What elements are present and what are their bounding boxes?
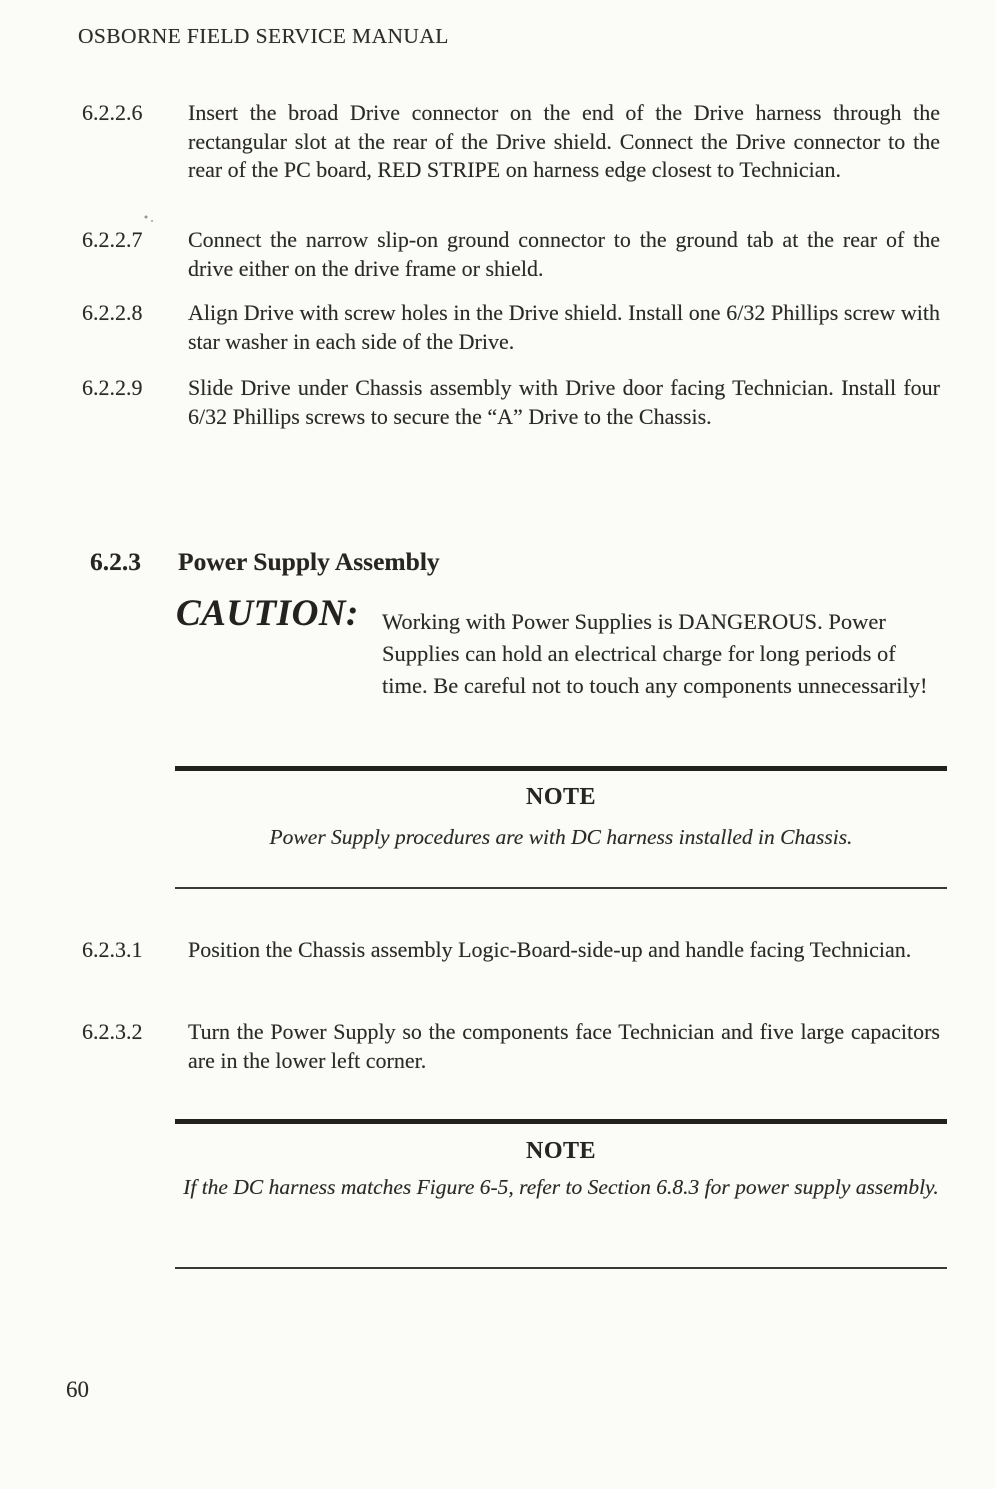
step-number: 6.2.3.1 (82, 937, 143, 962)
note1-label: NOTE (525, 784, 596, 810)
step-number: 6.2.2.7 (82, 227, 143, 252)
step-6.2.2.6 (82, 99, 940, 185)
note2-label: NOTE (525, 1138, 596, 1164)
section-number: 6.2.3 (90, 547, 141, 576)
step-text: Position the Chassis assembly Logic-Board-side-up and handle facing Technician. (188, 937, 912, 962)
note2-rule-bottom (175, 1267, 947, 1269)
section-title: Power Supply Assembly (178, 547, 440, 576)
step-number: 6.2.2.6 (82, 100, 143, 125)
step-6.2.2.9 (82, 374, 940, 431)
scan-artifact-mark (144, 215, 154, 223)
note2-text: If the DC harness matches Figure 6-5, refer to Section 6.8.3 for power supply assembly. (183, 1175, 939, 1199)
caution-label: CAUTION: (176, 593, 359, 634)
step-6.2.3.2 (82, 1018, 940, 1075)
step-text: Align Drive with screw holes in the Drive shield. Install one 6/32 Phillips screw with star washer in each side of the Drive. (188, 300, 940, 354)
step-6.2.3.1 (82, 936, 940, 965)
note1-rule-top (175, 766, 947, 771)
section-heading-6.2.3 (90, 547, 950, 577)
note1-rule-bottom (175, 887, 947, 889)
step-number: 6.2.2.9 (82, 375, 143, 400)
step-number: 6.2.2.8 (82, 300, 143, 325)
caution-text: Working with Power Supplies is DANGEROUS. Power Supplies can hold an electrical charge for long periods of time. Be careful not to touch any components unnecessarily! (382, 609, 928, 698)
note2-rule-top (175, 1119, 947, 1124)
step-text: Turn the Power Supply so the components face Technician and five large capacitors are in the lower left corner. (188, 1019, 940, 1073)
page-number: 60 (66, 1377, 89, 1402)
step-number: 6.2.3.2 (82, 1019, 143, 1044)
page-header-title: OSBORNE FIELD SERVICE MANUAL (78, 24, 449, 48)
step-6.2.2.8 (82, 299, 940, 356)
note1-text: Power Supply procedures are with DC harness installed in Chassis. (269, 825, 853, 849)
step-text: Slide Drive under Chassis assembly with Drive door facing Technician. Install four 6/32 Phillips screws to secure the “A” Drive to the Chassis. (188, 375, 940, 429)
step-text: Insert the broad Drive connector on the end of the Drive harness through the rectangular slot at the rear of the Drive shield. Connect the Drive connector to the rear of the PC board, RED STRIPE on harness edge closest to Technician. (188, 100, 940, 182)
step-text: Connect the narrow slip-on ground connector to the ground tab at the rear of the drive either on the drive frame or shield. (188, 227, 940, 281)
step-6.2.2.7 (82, 226, 940, 283)
